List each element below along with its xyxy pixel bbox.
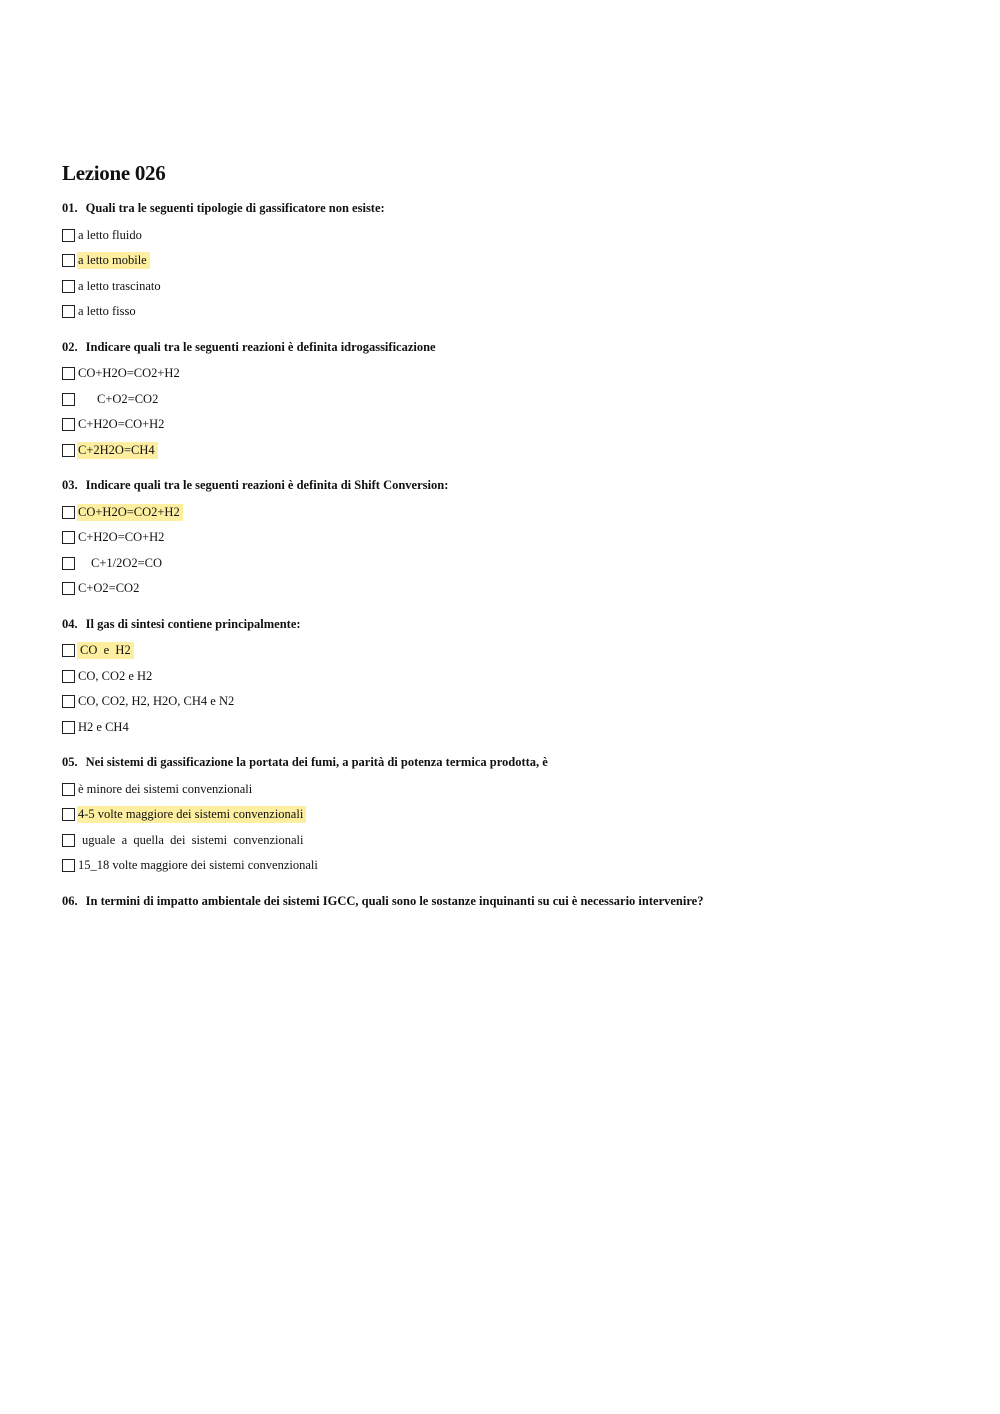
question-01 [62,200,962,322]
question-text [62,616,962,632]
option-label: C+H2O=CO+H2 [78,530,165,544]
question-number: 02. [62,339,78,354]
checkbox[interactable] [62,557,75,570]
answer-option[interactable] [62,779,962,799]
option-label: CO, CO2, H2, H2O, CH4 e N2 [78,694,235,708]
answer-option[interactable] [62,692,962,712]
answer-option[interactable] [62,830,962,850]
question-prompt: Nei sistemi di gassificazione la portata dei fumi, a parità di potenza termica prodotta, è [85,755,548,769]
checkbox[interactable] [62,783,75,796]
checkbox[interactable] [62,506,75,519]
option-label: C+O2=CO2 [78,581,140,595]
checkbox[interactable] [62,859,75,872]
option-label-highlighted: a letto mobile [77,252,150,269]
question-number: 03. [62,478,78,492]
question-02 [62,339,962,461]
checkbox[interactable] [62,444,75,457]
lesson-title: Lezione 026 [62,161,166,185]
checkbox[interactable] [62,280,75,293]
answer-option-correct[interactable] [62,805,962,825]
question-03 [62,477,962,599]
question-number: 01. [62,201,78,215]
checkbox[interactable] [62,834,75,847]
answer-option[interactable] [62,276,962,296]
question-prompt: In termini di impatto ambientale dei sistemi IGCC, quali sono le sostanze inquinanti su cui è necessario intervenire? [85,893,704,908]
option-label: a letto fisso [78,304,136,318]
checkbox[interactable] [62,305,75,318]
answer-option-correct[interactable] [62,502,962,522]
question-text [62,754,962,770]
document-page [62,160,962,926]
answer-option[interactable] [62,415,962,435]
option-label: CO, CO2 e H2 [78,668,153,683]
answer-option-correct[interactable] [62,440,962,460]
option-label: CO+H2O=CO2+H2 [78,366,180,380]
option-label-highlighted: 4-5 volte maggiore dei sistemi convenzionali [77,806,306,823]
answer-option[interactable] [62,579,962,599]
checkbox[interactable] [62,808,75,821]
question-prompt: Quali tra le seguenti tipologie di gassificatore non esiste: [85,201,385,215]
question-prompt: Il gas di sintesi contiene principalmente: [85,616,301,631]
checkbox[interactable] [62,418,75,431]
checkbox[interactable] [62,695,75,708]
option-label: C+1/2O2=CO [91,555,163,570]
checkbox[interactable] [62,582,75,595]
checkbox[interactable] [62,531,75,544]
option-label: 15_18 volte maggiore dei sistemi convenzionali [78,858,318,872]
answer-option-correct[interactable] [62,251,962,271]
question-text [62,339,962,355]
question-number: 05. [62,755,78,769]
answer-option[interactable] [62,389,962,409]
option-label-highlighted: C+2H2O=CH4 [77,442,158,459]
question-04 [62,616,962,738]
answer-option[interactable] [62,364,962,384]
checkbox[interactable] [62,367,75,380]
answer-option[interactable] [62,553,962,573]
question-number: 04. [62,616,78,631]
option-label: a letto fluido [78,227,142,242]
answer-option[interactable] [62,666,962,686]
answer-option[interactable] [62,528,962,548]
option-label-highlighted: CO e H2 [77,642,134,659]
question-prompt: Indicare quali tra le seguenti reazioni è definita di Shift Conversion: [85,478,449,492]
answer-option[interactable] [62,225,962,245]
checkbox[interactable] [62,644,75,657]
option-label: uguale a quella dei sistemi convenzionali [82,832,304,847]
question-text [62,200,962,216]
checkbox[interactable] [62,721,75,734]
answer-option[interactable] [62,717,962,737]
option-label: a letto trascinato [78,278,161,293]
answer-option[interactable] [62,302,962,322]
checkbox[interactable] [62,229,75,242]
option-label-highlighted: CO+H2O=CO2+H2 [77,504,183,521]
question-prompt: Indicare quali tra le seguenti reazioni è definita idrogassificazione [85,339,436,354]
checkbox[interactable] [62,254,75,267]
answer-option-correct[interactable] [62,641,962,661]
question-05 [62,754,962,876]
question-text [62,477,962,493]
option-label: C+H2O=CO+H2 [78,417,165,431]
question-number: 06. [62,893,78,908]
option-label: H2 e CH4 [78,719,129,734]
checkbox[interactable] [62,670,75,683]
answer-option[interactable] [62,856,962,876]
option-label: è minore dei sistemi convenzionali [78,781,253,796]
question-text [62,893,962,909]
checkbox[interactable] [62,393,75,406]
question-06 [62,893,962,909]
option-label: C+O2=CO2 [97,391,159,406]
